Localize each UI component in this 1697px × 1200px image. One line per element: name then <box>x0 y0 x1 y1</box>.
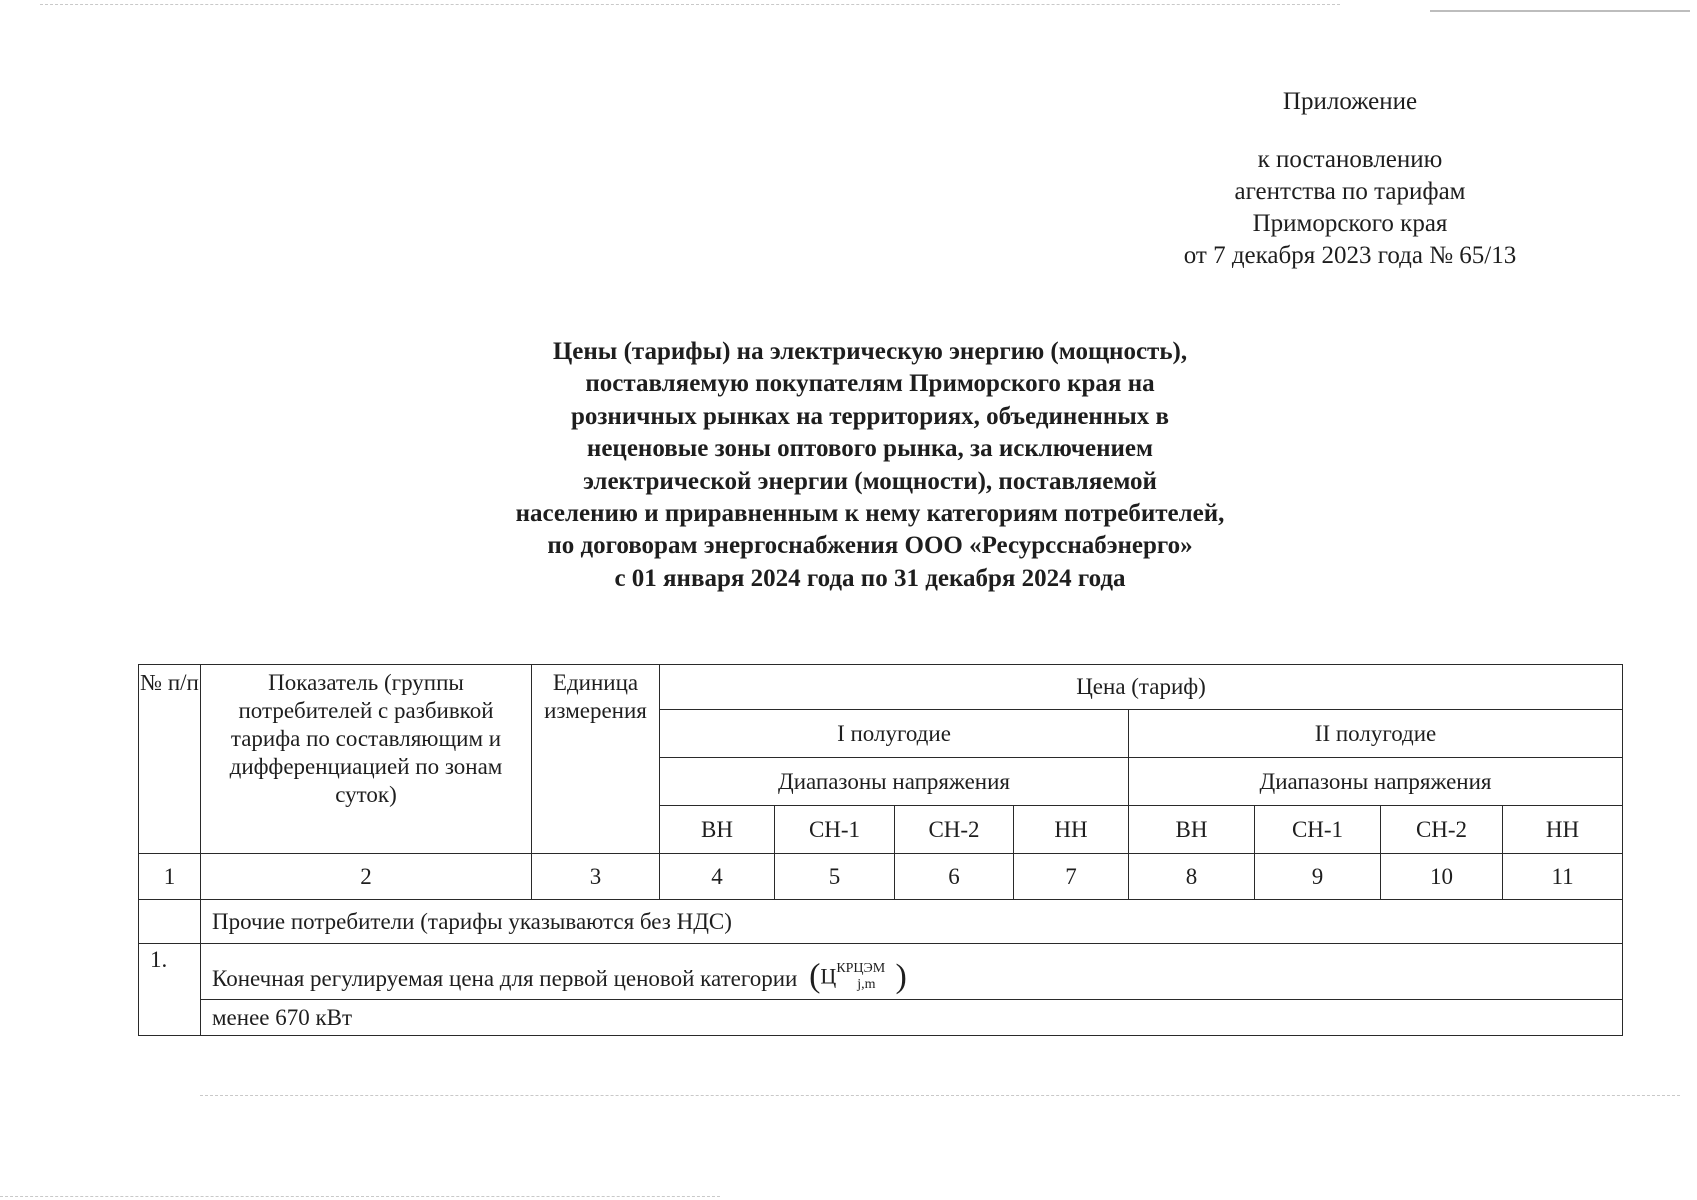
header-unit: Единица измерения <box>532 665 660 854</box>
column-number: 3 <box>532 854 660 900</box>
title-line: розничных рынках на территориях, объединенных в <box>570 402 1169 430</box>
header-voltage: СН-2 <box>895 806 1014 854</box>
subitem-capacity: менее 670 кВт <box>201 1000 1623 1036</box>
header-half1: I полугодие <box>660 710 1129 758</box>
title-line: Цены (тарифы) на электрическую энергию (мощность), <box>552 338 1188 365</box>
item-text: Конечная регулируемая цена для первой ценовой категории <box>212 966 798 991</box>
header-num: № п/п <box>139 665 201 854</box>
column-number: 8 <box>1129 854 1255 900</box>
column-number: 2 <box>201 854 532 900</box>
scan-artifact-mid <box>200 1095 1680 1097</box>
formula-symbol: Ц <box>820 963 837 989</box>
item-description <box>201 944 1623 1000</box>
header-voltage: СН-1 <box>1255 806 1381 854</box>
header-indicator: Показатель (группы потребителей с разбивкой тарифа по составляющим и дифференциацией по зонам суток) <box>201 665 532 854</box>
header-voltage: НН <box>1503 806 1623 854</box>
scan-artifact-top <box>40 4 1340 6</box>
appendix-resolution: к постановлению <box>1257 146 1443 173</box>
section-num-empty <box>139 900 201 944</box>
scan-artifact-top-right <box>1430 10 1690 13</box>
title-line: по договорам энергоснабжения ООО «Ресурсснабэнерго» <box>547 532 1193 560</box>
appendix-agency: агентства по тарифам <box>1234 178 1466 205</box>
appendix-label: Приложение <box>1282 88 1418 115</box>
column-number: 9 <box>1255 854 1381 900</box>
scan-artifact-bottom <box>0 1196 720 1198</box>
column-number: 6 <box>895 854 1014 900</box>
document-title <box>420 336 1320 595</box>
formula-subscript: j,m <box>857 977 876 992</box>
title-line: с 01 января 2024 года по 31 декабря 2024 года <box>614 564 1126 592</box>
appendix-block <box>1150 86 1550 272</box>
item-number: 1. <box>139 944 201 1036</box>
header-voltage: СН-1 <box>775 806 895 854</box>
column-number: 10 <box>1381 854 1503 900</box>
title-line: поставляемую покупателям Приморского края на <box>585 370 1155 398</box>
header-ranges1: Диапазоны напряжения <box>660 758 1129 806</box>
appendix-date: от 7 декабря 2023 года № 65/13 <box>1183 242 1517 269</box>
price-formula <box>809 957 907 995</box>
header-voltage: ВН <box>660 806 775 854</box>
header-price: Цена (тариф) <box>660 665 1623 710</box>
title-line: населению и приравненным к нему категориям потребителей, <box>515 500 1225 528</box>
tariff-table <box>138 664 1623 1036</box>
title-line: электрической энергии (мощности), поставляемой <box>583 467 1157 495</box>
column-number: 1 <box>139 854 201 900</box>
header-voltage: НН <box>1014 806 1129 854</box>
column-number: 5 <box>775 854 895 900</box>
formula-paren-open: ( <box>809 957 821 995</box>
section-heading: Прочие потребители (тарифы указываются без НДС) <box>201 900 1623 944</box>
title-line: неценовые зоны оптового рынка, за исключением <box>586 435 1154 463</box>
header-ranges2: Диапазоны напряжения <box>1129 758 1623 806</box>
appendix-gap <box>1150 118 1550 144</box>
formula-superscript: КРЦЭМ <box>836 961 886 976</box>
formula-paren-close: ) <box>895 957 907 995</box>
appendix-region: Приморского края <box>1252 210 1448 237</box>
column-number: 11 <box>1503 854 1623 900</box>
header-voltage: ВН <box>1129 806 1255 854</box>
column-number: 7 <box>1014 854 1129 900</box>
header-voltage: СН-2 <box>1381 806 1503 854</box>
column-number: 4 <box>660 854 775 900</box>
header-half2: II полугодие <box>1129 710 1623 758</box>
